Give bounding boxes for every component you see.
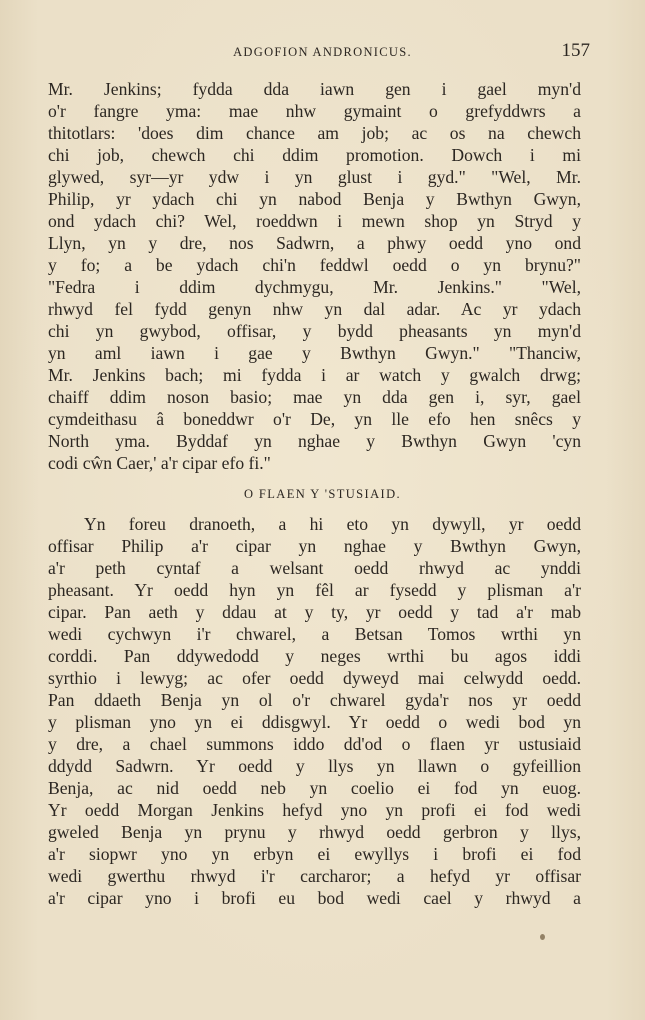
text-line: Pan ddaeth Benja yn ol o'r chwarel gyda'r nos yr oedd — [48, 690, 581, 710]
text-line: offisar Philip a'r cipar yn nghae y Bwthyn Gwyn, — [48, 536, 581, 556]
text-line: ddydd Sadwrn. Yr oedd y llys yn llawn o gyfeillion — [48, 756, 581, 776]
paragraph-1 — [48, 78, 581, 474]
text-line: chaiff ddim noson basio; mae yn dda gen i, syr, gael — [48, 387, 581, 407]
text-line: codi cŵn Caer,' a'r cipar efo fi." — [48, 453, 271, 473]
text-line: gweled Benja yn prynu y rhwyd oedd gerbron y llys, — [48, 822, 581, 842]
text-line: rhwyd fel fydd genyn nhw yn dal adar. Ac yr ydach — [48, 299, 581, 319]
paper-speck — [540, 934, 545, 940]
text-line: thitotlars: 'does dim chance am job; ac os na chewch — [48, 123, 581, 143]
text-line: wedi cychwyn i'r chwarel, a Betsan Tomos wrthi yn — [48, 624, 581, 644]
text-line: Llyn, yn y dre, nos Sadwrn, a phwy oedd yno ond — [48, 233, 581, 253]
text-line: pheasant. Yr oedd hyn yn fêl ar fysedd y plisman a'r — [48, 580, 581, 600]
text-line: ond ydach chi? Wel, roeddwn i mewn shop yn Stryd y — [48, 211, 581, 231]
text-line: a'r peth cyntaf a welsant oedd rhwyd ac ynddi — [48, 558, 581, 578]
text-line: y fo; a be ydach chi'n feddwl oedd o yn brynu?" — [48, 255, 581, 275]
text-line: Yr oedd Morgan Jenkins hefyd yno yn profi ei fod wedi — [48, 800, 581, 820]
text-line: a'r cipar yno i brofi eu bod wedi cael y rhwyd a — [48, 888, 581, 908]
text-line: North yma. Byddaf yn nghae y Bwthyn Gwyn 'cyn — [48, 431, 581, 451]
text-line: o'r fangre yma: mae nhw gymaint o grefyddwrs a — [48, 101, 581, 121]
text-line: Mr. Jenkins bach; mi fydda i ar watch y gwalch drwg; — [48, 365, 581, 385]
running-title: ADGOFION ANDRONICUS. — [233, 45, 412, 59]
text-line: Benja, ac nid oedd neb yn coelio ei fod yn euog. — [48, 778, 581, 798]
text-line: Philip, yr ydach chi yn nabod Benja y Bwthyn Gwyn, — [48, 189, 581, 209]
section-heading: O FLAEN Y 'STUSIAID. — [243, 487, 402, 501]
text-line: cymdeithasu â boneddwr o'r De, yn lle efo hen snêcs y — [48, 409, 581, 429]
text-line: glywed, syr—yr ydw i yn glust i gyd." "Wel, Mr. — [48, 167, 581, 187]
page-number: 157 — [561, 40, 590, 61]
text-line: cipar. Pan aeth y ddau at y ty, yr oedd y tad a'r mab — [48, 602, 581, 622]
running-head — [0, 40, 645, 64]
text-line: "Fedra i ddim dychmygu, Mr. Jenkins." "Wel, — [48, 277, 581, 297]
text-line: Yn foreu dranoeth, a hi eto yn dywyll, yr oedd — [84, 514, 581, 534]
text-line: Mr. Jenkins; fydda dda iawn gen i gael myn'd — [48, 79, 581, 99]
text-line: y dre, a chael summons iddo dd'od o flaen yr ustusiaid — [48, 734, 581, 754]
text-line: chi yn gwybod, offisar, y bydd pheasants yn myn'd — [48, 321, 581, 341]
text-line: syrthio i lewyg; ac ofer oedd dyweyd mai celwydd oedd. — [48, 668, 581, 688]
text-line: corddi. Pan ddywedodd y neges wrthi bu agos iddi — [48, 646, 581, 666]
text-line: y plisman yno yn ei ddisgwyl. Yr oedd o wedi bod yn — [48, 712, 581, 732]
paragraph-2 — [48, 513, 581, 909]
text-line: chi job, chewch chi ddim promotion. Dowch i mi — [48, 145, 581, 165]
text-line: yn aml iawn i gae y Bwthyn Gwyn." "Thanciw, — [48, 343, 581, 363]
text-line: wedi gwerthu rhwyd i'r carcharor; a hefyd yr offisar — [48, 866, 581, 886]
text-line: a'r siopwr yno yn erbyn ei ewyllys i brofi ei fod — [48, 844, 581, 864]
